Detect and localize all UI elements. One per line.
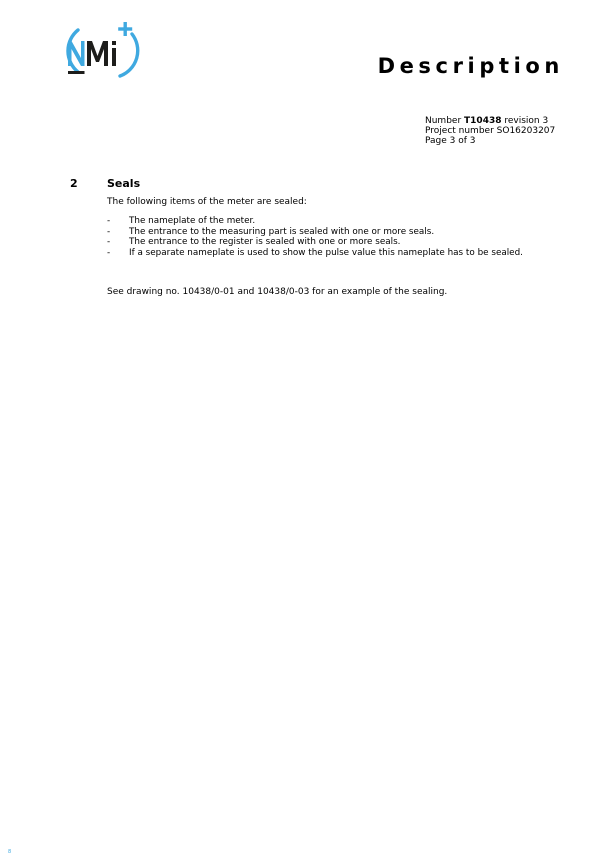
page-mark: 8 <box>8 849 12 855</box>
meta-number-line <box>425 116 555 126</box>
list-item-text: The nameplate of the meter. <box>129 216 256 226</box>
list-dash: - <box>107 216 111 226</box>
section-number: 2 <box>70 177 78 190</box>
drawing-reference-note: See drawing no. 10438/0-01 and 10438/0-03 for an example of the sealing. <box>107 287 448 297</box>
meta-project-line <box>425 126 555 136</box>
section-intro: The following items of the meter are sealed: <box>107 197 307 207</box>
page-indicator: Page 3 of 3 <box>425 136 476 146</box>
document-title: Description <box>377 54 564 78</box>
list-dash: - <box>107 226 111 237</box>
document-meta <box>425 116 555 146</box>
revision: revision 3 <box>504 116 549 126</box>
number-value: T10438 <box>464 116 502 126</box>
nmi-logo-graphic <box>60 18 152 84</box>
project-value: SO16203207 <box>496 126 556 136</box>
project-label: Project number <box>425 126 494 136</box>
list-dash: - <box>107 237 111 248</box>
list-item-text: If a separate nameplate is used to show the pulse value this nameplate has to be sealed. <box>129 247 523 258</box>
list-item-text: The entrance to the register is sealed with one or more seals. <box>129 237 401 248</box>
nmi-logo <box>60 18 152 84</box>
section-title: Seals <box>107 177 141 190</box>
list-dash: - <box>107 247 111 258</box>
number-label: Number <box>425 116 462 126</box>
list-item-text: The entrance to the measuring part is sealed with one or more seals. <box>129 226 435 237</box>
